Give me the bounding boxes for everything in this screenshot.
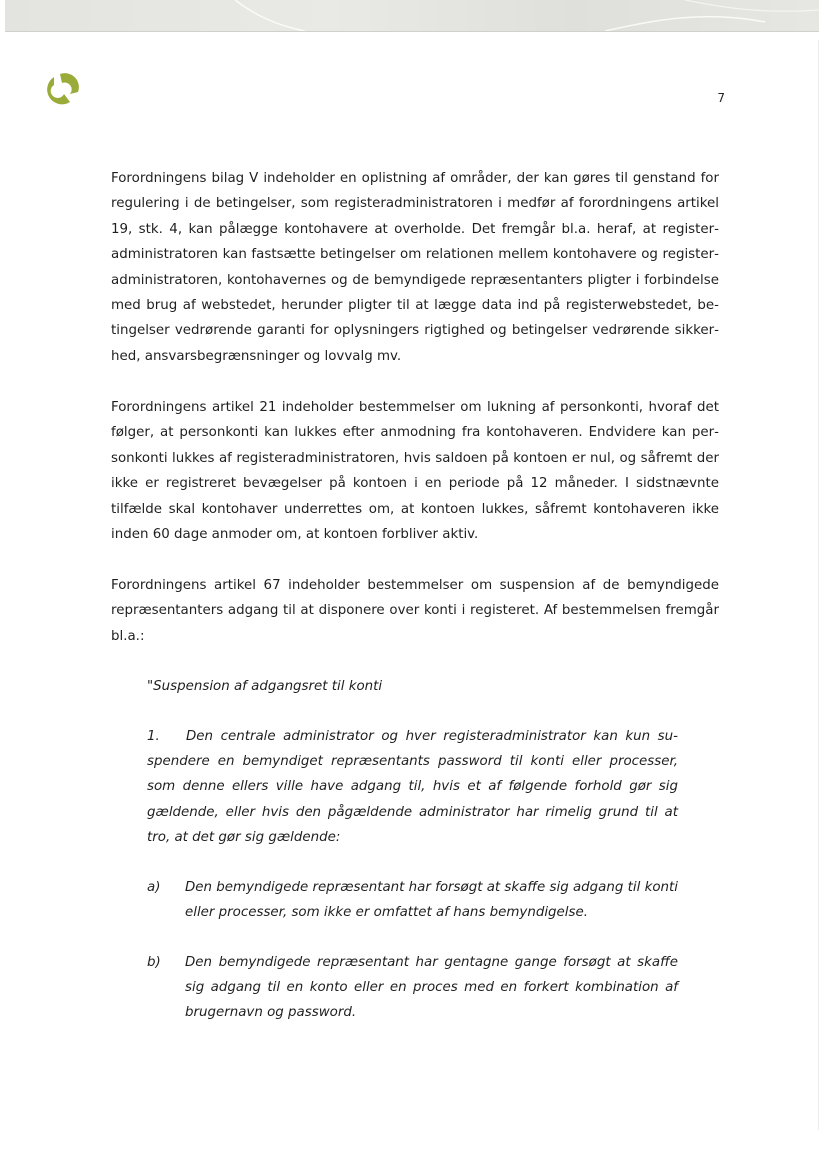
paragraph-article-67: Forordningens artikel 67 indeholder bestemmelser om suspension af de bemyndigede repræsentanters adgang til at disponere over konti i registeret. Af bestemmelsen fremgår bl.a.: — [111, 578, 719, 644]
quote-item-number: 1. — [147, 729, 160, 744]
organization-logo-icon — [40, 72, 80, 108]
quote-title: "Suspension af adgangsret til konti — [147, 679, 383, 694]
quote-item-1 — [147, 724, 678, 850]
paragraph-article-21: Forordningens artikel 21 indeholder bestemmelser om lukning af personkonti, hvoraf det følger, at personkonti kan lukkes efter anmodning fra kontohaveren. Endvidere kan personkonti lukkes af registeradministratoren, hvis saldoen på kontoen er nul, og såfremt der ikke er registreret bevægelser på kontoen i en periode på 12 måneder. I sidstnævnte tilfælde skal kontohaver underrettes om, at kontoen lukkes, såfremt kontohaveren ikke inden 60 dage anmoder om, at kontoen forbliver aktiv. — [111, 400, 719, 543]
header-band-decoration — [5, 0, 819, 31]
quote-item-text: Den centrale administrator og hver registeradministrator kan kun suspendere en bemyndiget repræsentants password til konti eller processer, som denne ellers ville have adgang til, hvis et af følgende forhold gør sig gældende, eller hvis den pågældende administrator har rimelig grund til at tro, at det gør sig gældende: — [147, 729, 678, 845]
sub-item-label: b) — [147, 955, 161, 970]
sub-item-text: Den bemyndigede repræsentant har gentagne gange forsøgt at skaffe sig adgang til en konto eller en proces med en forkert kombination af brugernavn og password. — [185, 955, 678, 1021]
header-band — [5, 0, 819, 32]
quote-sub-item-a — [147, 875, 678, 925]
sub-item-label: a) — [147, 880, 161, 895]
page-edge-divider — [818, 40, 819, 1130]
paragraph-annex-v: Forordningens bilag V indeholder en oplistning af områder, der kan gøres til genstand for regulering i de betingelser, som registeradministratoren i medfør af forordningens artikel 19, stk. 4, kan pålægge kontohavere at overholde. Det fremgår bl.a. heraf, at registeradministratoren kan fastsætte betingelser om relationen mellem kontohavere og registeradministratoren, kontohavernes og de bemyndigede repræsentanters pligter i forbindelse med brug af webstedet, herunder pligter til at lægge data ind på registerwebstedet, betingelser vedrørende garanti for oplysningers rigtighed og betingelser vedrørende sikkerhed, ansvarsbegrænsninger og lovvalg mv. — [111, 171, 719, 364]
page-number: 7 — [717, 91, 725, 105]
sub-item-text: Den bemyndigede repræsentant har forsøgt at skaffe sig adgang til konti eller processer, som ikke er omfattet af hans bemyndigelse. — [185, 880, 678, 921]
quote-sub-item-b — [147, 950, 678, 1026]
